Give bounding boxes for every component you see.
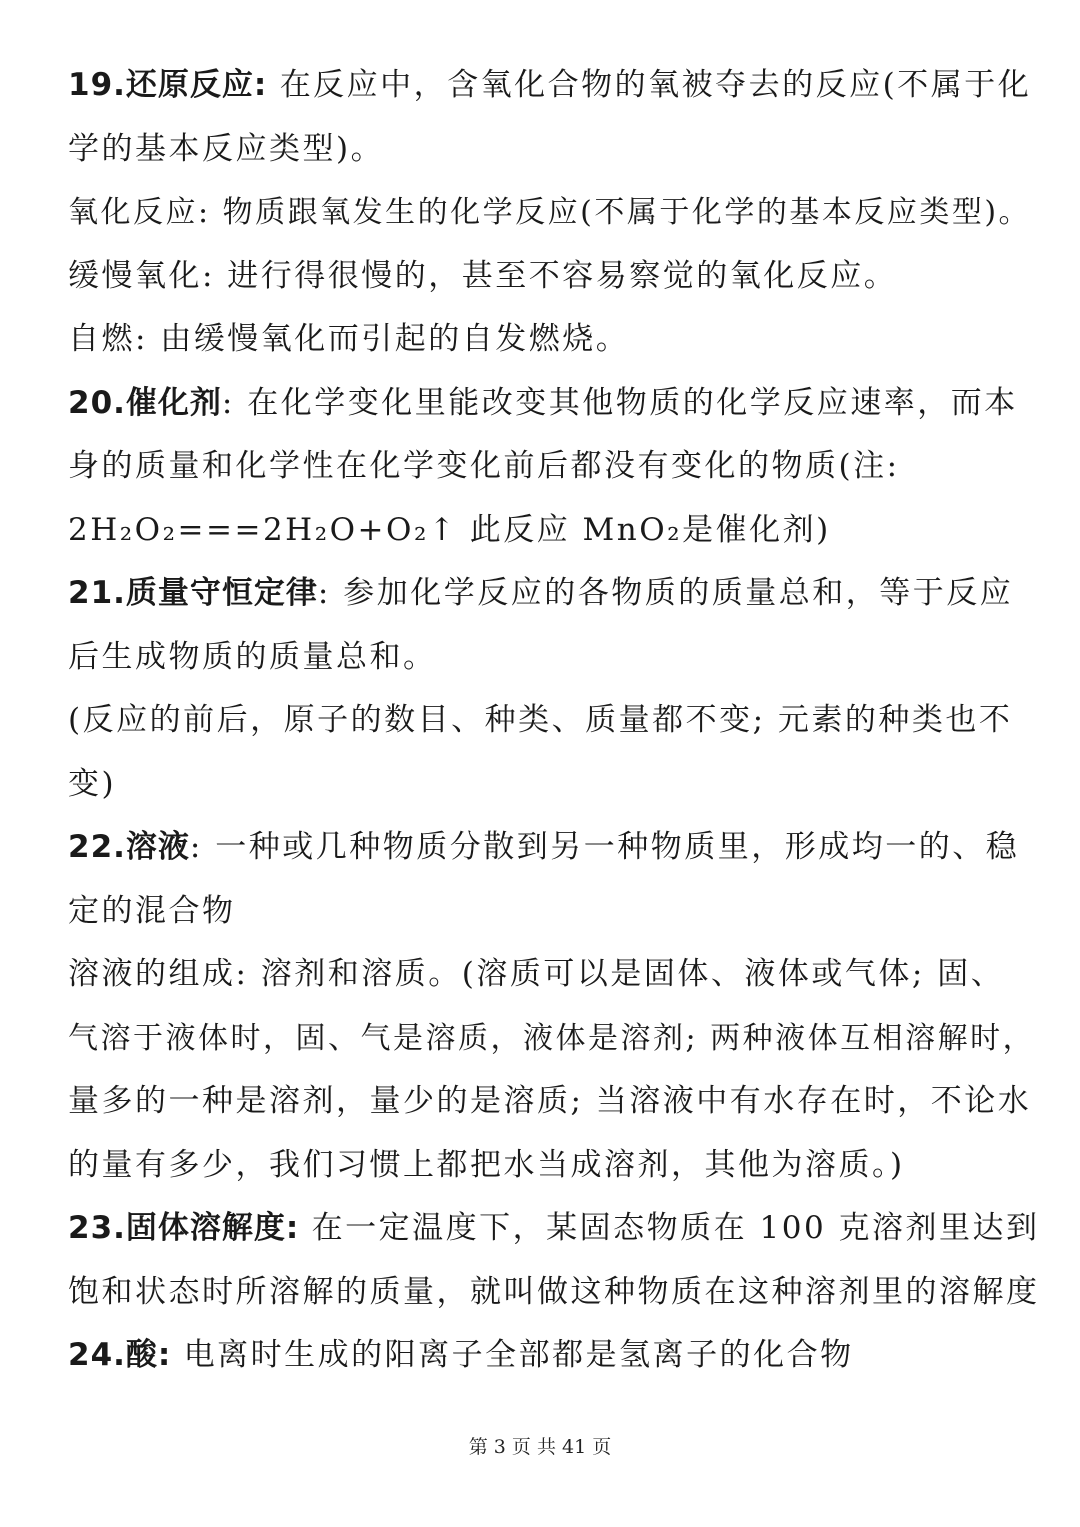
definition-text: : 在化学变化里能改变其他物质的化学反应速率，而本: [221, 384, 1018, 421]
definition-22-line-1: [68, 816, 1040, 880]
definition-21-line-3: (反应的前后，原子的数目、种类、质量都不变; 元素的种类也不: [68, 702, 1013, 738]
definition-22-line-6: 的量有多少，我们习惯上都把水当成溶剂，其他为溶质。): [68, 1146, 905, 1183]
definition-text: : 参加化学反应的各物质的质量总和，等于反应: [317, 575, 1014, 611]
definition-23-line-1: [68, 1197, 1040, 1261]
term-reduction-reaction: 19.还原反应:: [68, 67, 268, 103]
term-acid: 24.酸:: [68, 1337, 172, 1373]
definition-24-line-1: [68, 1324, 1040, 1388]
oxidation-reaction-line: 氧化反应: 物质跟氧发生的化学反应(不属于化学的基本反应类型)。: [68, 195, 1032, 230]
definition-text: 在一定温度下，某固态物质在 100 克溶剂里达到: [311, 1210, 1040, 1246]
definition-19-line-2: 学的基本反应类型)。: [68, 130, 385, 167]
term-solid-solubility: 23.固体溶解度:: [68, 1210, 300, 1246]
definition-22-line-5: 量多的一种是溶剂，量少的是溶质; 当溶液中有水存在时，不论水: [68, 1083, 1032, 1119]
definition-20-line-3: 2H₂O₂===2H₂O+O₂↑ 此反应 MnO₂是催化剂): [68, 511, 831, 548]
definition-21-line-1: [68, 562, 1040, 626]
definition-text: 电离时生成的阳离子全部都是氢离子的化合物: [183, 1337, 854, 1373]
definition-21-line-2: 后生成物质的质量总和。: [68, 638, 437, 675]
definition-19-line-1: [68, 54, 1040, 118]
page-number-footer: 第 3 页 共 41 页: [468, 1436, 612, 1458]
definition-21-line-4: 变): [68, 765, 117, 802]
term-catalyst: 20.催化剂: [68, 384, 222, 421]
definition-22-line-2: 定的混合物: [68, 892, 236, 929]
definition-22-line-4: 气溶于液体时，固、气是溶质，液体是溶剂; 两种液体互相溶解时，: [68, 1020, 1036, 1056]
term-mass-conservation: 21.质量守恒定律: [68, 575, 318, 611]
slow-oxidation-line: 缓慢氧化: 进行得很慢的，甚至不容易察觉的氧化反应。: [68, 257, 898, 294]
definition-text: : 一种或几种物质分散到另一种物质里，形成均一的、稳: [189, 829, 1020, 865]
document-body: [68, 54, 1040, 1388]
definition-20-line-1: [68, 372, 1040, 436]
definition-22-line-3: 溶液的组成: 溶剂和溶质。(溶质可以是固体、液体或气体; 固、: [68, 956, 1005, 992]
definition-text: 在反应中，含氧化合物的氧被夺去的反应(不属于化: [279, 67, 1032, 103]
definition-20-line-2: 身的质量和化学性在化学变化前后都没有变化的物质(注:: [68, 448, 900, 484]
spontaneous-combustion-line: 自燃: 由缓慢氧化而引起的自发燃烧。: [68, 321, 630, 357]
term-solution: 22.溶液: [68, 829, 190, 865]
definition-23-line-2: 饱和状态时所溶解的质量，就叫做这种物质在这种溶剂里的溶解度: [68, 1273, 1040, 1310]
